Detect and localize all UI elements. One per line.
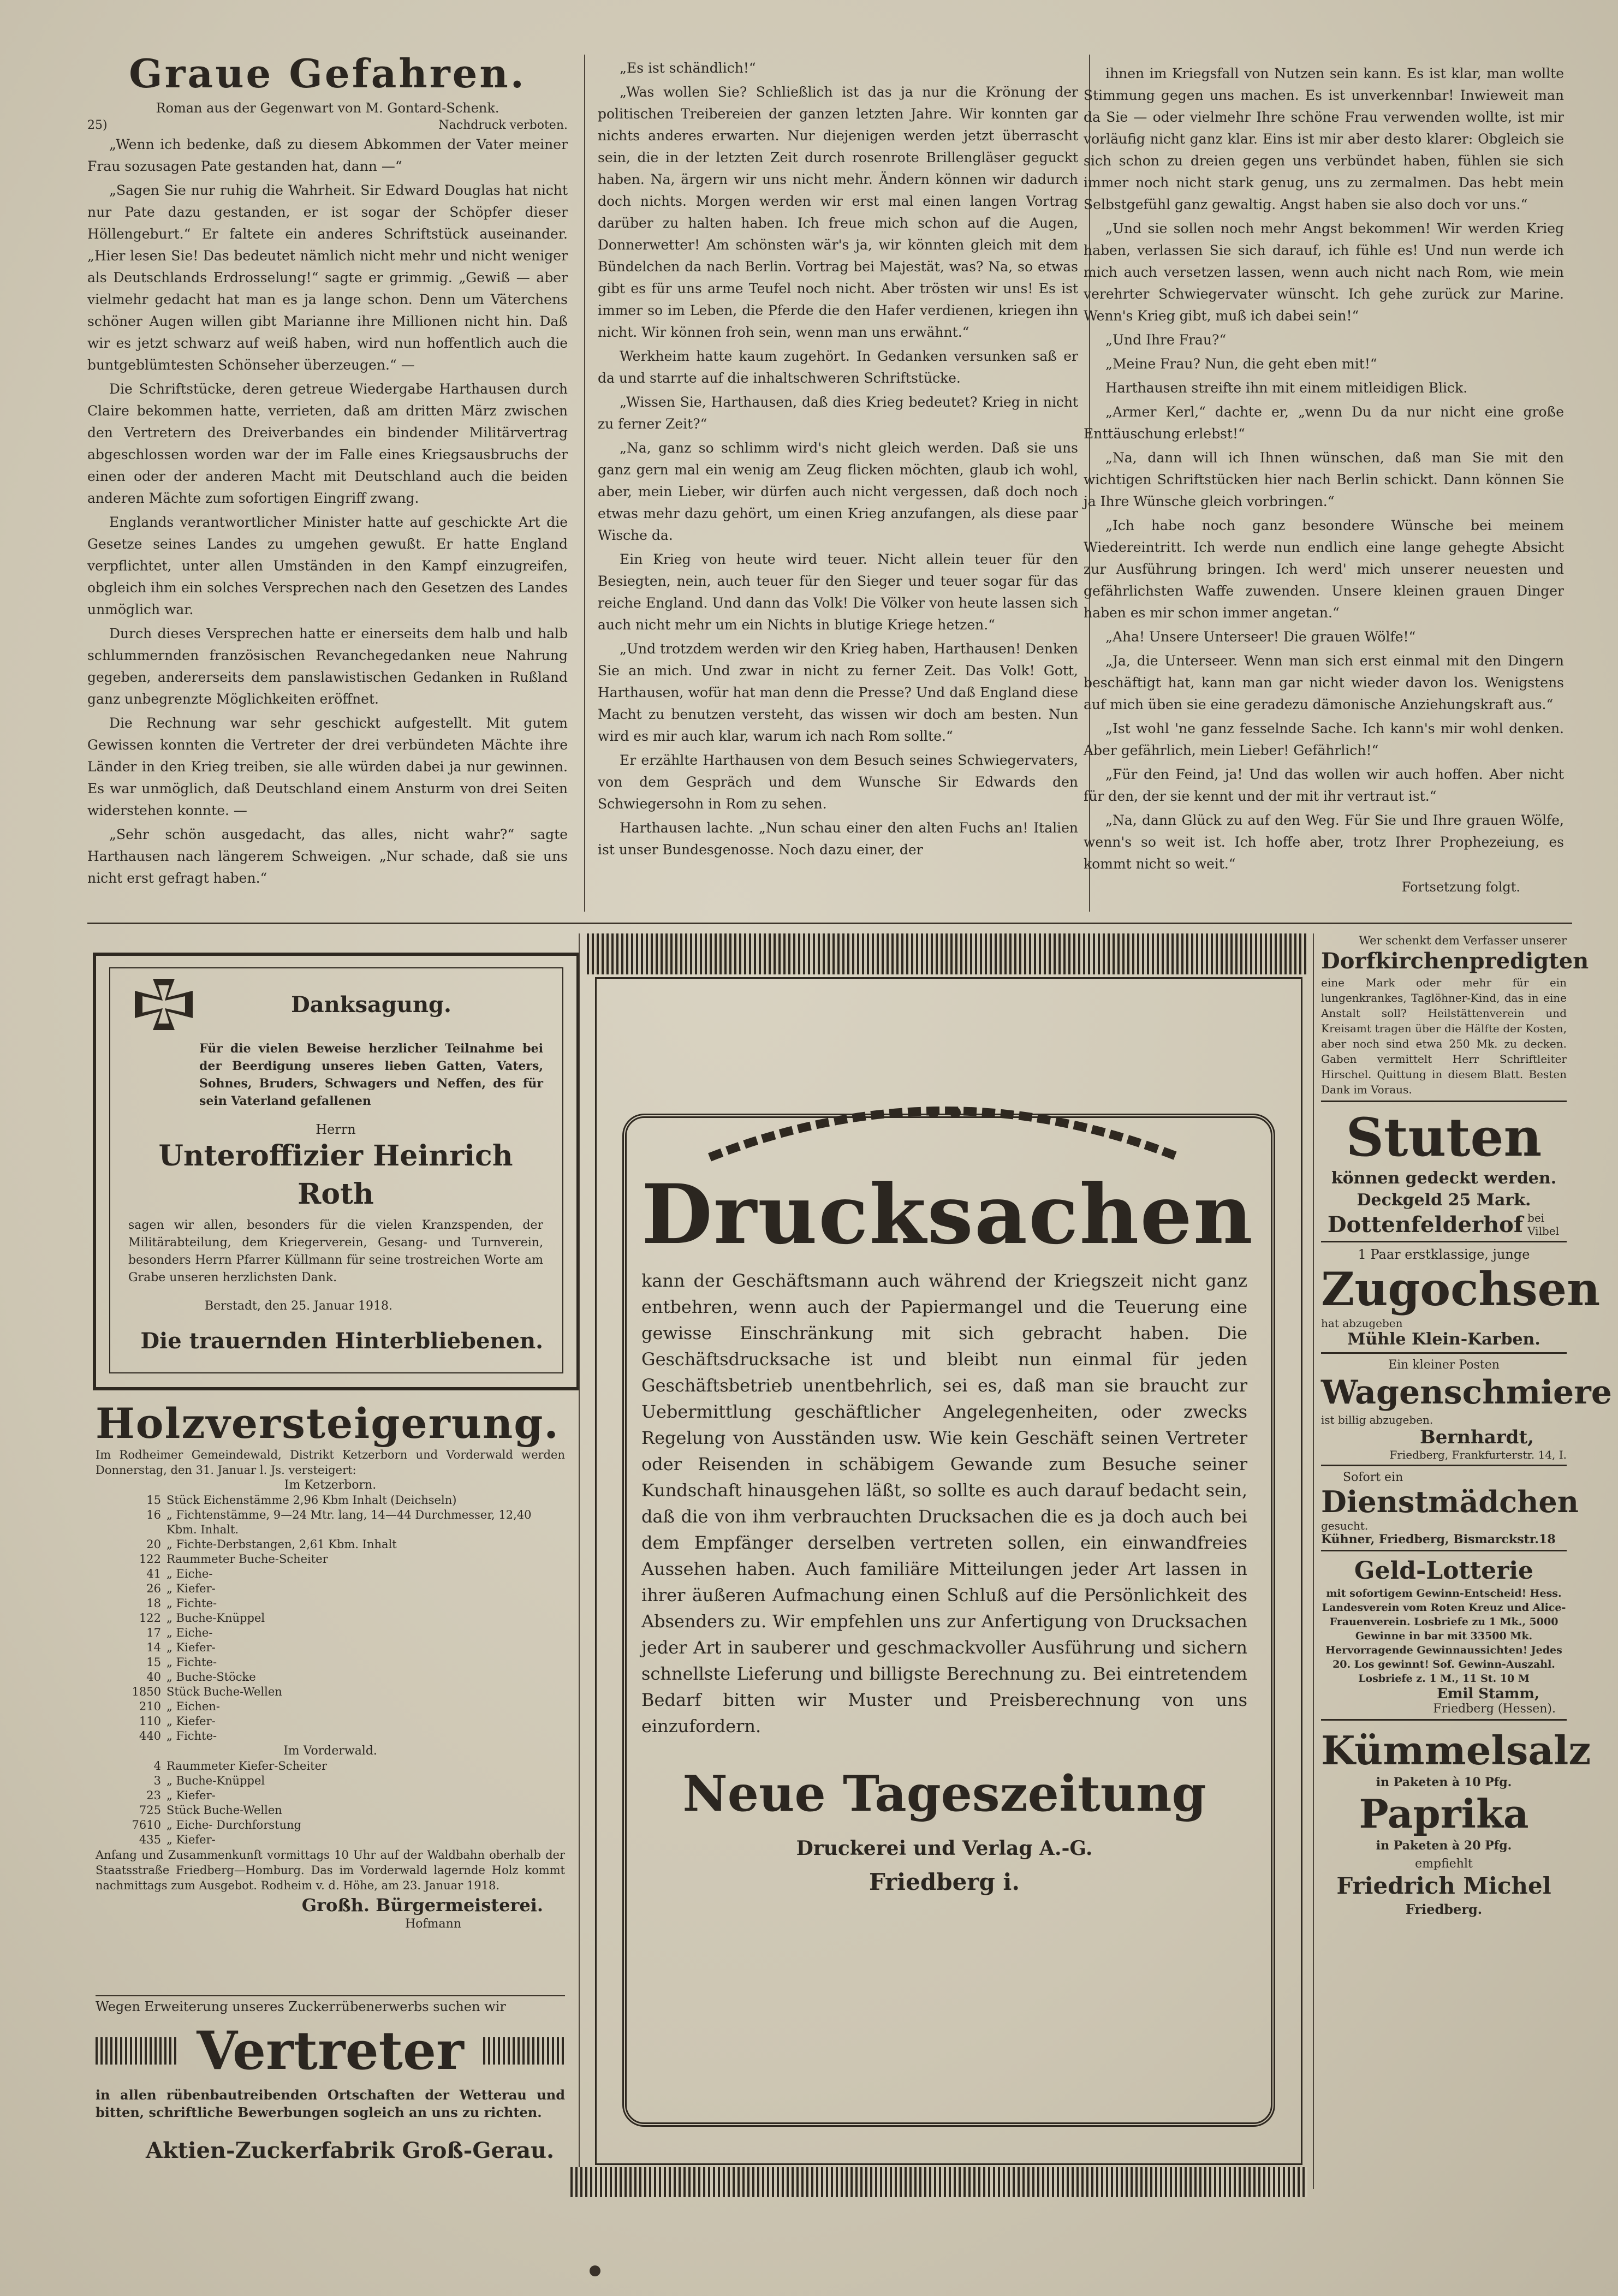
geld-name: Emil Stamm, (1437, 1686, 1539, 1702)
danksagung-title: Danksagung. (291, 991, 451, 1018)
quantity-cell: 122 (139, 1553, 161, 1566)
quantity-cell: 14 (146, 1641, 161, 1654)
paprika-title: Paprika (1359, 1791, 1529, 1837)
kuemmelsalz-ad (1321, 1721, 1591, 1917)
novel-subtitle: Roman aus der Gegenwart von M. Gontard-Schenk. (156, 100, 499, 116)
wagen-addr: Friedberg, Frankfurterstr. 14, I. (1389, 1448, 1567, 1461)
table-row (96, 1626, 565, 1640)
wagenschmiere-ad (1321, 1354, 1612, 1466)
novel-paragraph: „Wenn ich bedenke, daß zu diesem Abkommen der Vater meiner Frau sozusagen Pate gestanden hat, dann —“ (87, 136, 568, 174)
table-row (96, 1729, 565, 1744)
quantity-cell: 725 (139, 1804, 161, 1817)
novel-paragraph: ihnen im Kriegsfall von Nutzen sein kann. Es ist klar, man wollte Stimmung gegen uns machen. Es ist unverkennbar! Inwieweit man da Sie — oder vielmehr Ihre schöne Frau verwenden wollte, ist mir vorläufig nicht ganz klar. Eins ist mir aber desto klarer: Obgleich sie sich schon zu dreien gegen uns verbündet haben, fühlen sie sich immer noch nicht stark genug, uns zu zermalmen. Das hebt mein Selbstgefühl ganz gewaltig. Angst haben sie also doch vor uns.“ (1084, 66, 1564, 212)
vertreter-intro: Wegen Erweiterung unseres Zuckerrübenerwerbs suchen wir (96, 1999, 506, 2014)
quantity-cell: 122 (139, 1611, 161, 1625)
danksagung-date: Berstadt, den 25. Januar 1918. (205, 1299, 392, 1313)
description-cell: „ Eiche- (166, 1626, 213, 1639)
stuten-price: Deckgeld 25 Mark. (1357, 1191, 1531, 1210)
zug-place: Mühle Klein-Karben. (1347, 1330, 1540, 1349)
holz-signature: Großh. Bürgermeisterei. (301, 1895, 543, 1916)
novel-paragraph: „Ist wohl 'ne ganz fesselnde Sache. Ich kann's mir wohl denken. Aber gefährlich, mein Lieber! Gefährlich!“ (1084, 721, 1564, 758)
danksagung (128, 974, 543, 1354)
description-cell: „ Kiefer- (166, 1833, 216, 1846)
border-top (587, 933, 1307, 974)
paprika-recommends: empfiehlt (1415, 1857, 1473, 1871)
section-divider (87, 923, 1572, 924)
vertreter-body: in allen rübenbautreibenden Ortschaften der Wetterau und bitten, schriftliche Bewerbungen sogleich an uns zu richten. (96, 2087, 565, 2120)
stuten-place-sub: bei Vilbel (1527, 1211, 1559, 1238)
ornament-left (96, 2037, 177, 2065)
newspaper-name: Neue Tageszeitung (682, 1765, 1206, 1823)
novel-paragraph: Ein Krieg von heute wird teuer. Nicht allein teuer für den Besiegten, nein, auch teuer für den Sieger und teuer sogar für das reiche England. Und dann das Volk! Die Völker von heute lassen sich auch nicht mehr um ein Nichts in blutige Kriege hetzen.“ (598, 551, 1078, 633)
description-cell: „ Eichen- (166, 1700, 220, 1713)
novel-paragraph: Werkheim hatte kaum zugehört. In Gedanken versunken saß er da und starrte auf die inhaltschweren Schriftstücke. (598, 348, 1078, 386)
danksagung-herrn: Herrn (316, 1122, 356, 1137)
holz-intro: Im Rodheimer Gemeindewald, Distrikt Ketzerborn und Vorderwald werden Donnerstag, den 31. Januar l. Js. versteigert: (96, 1448, 565, 1477)
deceased-name: Unteroffizier Heinrich Roth (158, 1139, 513, 1211)
section-divider (96, 1995, 565, 1996)
novel-paragraph: „Aha! Unsere Unterseer! Die grauen Wölfe!“ (1105, 629, 1416, 645)
table-row (96, 1714, 565, 1729)
quantity-cell: 16 (146, 1508, 161, 1521)
description-cell: Stück Buche-Wellen (166, 1804, 282, 1817)
holz-table-1 (96, 1493, 565, 1744)
novel-paragraph: „Sehr schön ausgedacht, das alles, nicht wahr?“ sagte Harthausen nach längerem Schweigen. „Nur schade, daß sie uns nicht erst gefragt haben.“ (87, 826, 568, 886)
holz-footer: Anfang und Zusammenkunft vormittags 10 Uhr auf der Waldbahn oberhalb der Staatsstraße Friedberg—Homburg. Das im Vorderwald lagernde Holz kommt nachmittags zum Ausgebot. Rodheim v. d. Höhe, am 23. Januar 1918. (96, 1848, 565, 1892)
description-cell: „ Fichte- (166, 1656, 217, 1669)
punch-hole (590, 2265, 600, 2276)
right-ads-column (1321, 933, 1612, 1917)
kuem-title: Kümmelsalz (1321, 1727, 1591, 1774)
dienst-title: Dienstmädchen (1321, 1484, 1579, 1519)
geld-body: mit sofortigem Gewinn-Entscheid! Hess. Landesverein vom Roten Kreuz und Alice-Frauenverein. Losbriefe zu 1 Mk., 5000 Gewinne in bar mit 33500 Mk. Hervorragende Gewinnaussichten! Jedes 20. Los gewinnt! Sof. Gewinn-Auszahl. Losbriefe z. 1 M., 11 St. 10 M (1322, 1587, 1566, 1685)
novel-paragraph: „Und Ihre Frau?“ (1105, 332, 1227, 348)
novel-continued: Fortsetzung folgt. (1401, 879, 1520, 895)
geld-lotterie-ad (1321, 1551, 1567, 1721)
paprika-place: Friedberg. (1405, 1901, 1483, 1917)
novel-text-col3 (1084, 63, 1564, 875)
novel-paragraph: „Und sie sollen noch mehr Angst bekommen! Wir werden Krieg haben, verlassen Sie sich darauf, ich fühle es! Und nun werde ich mich auch versetzen lassen, wenn auch nicht nach Rom, wie mein verehrter Schwiegervater wünscht. Ich gehe zurück zur Marine. Wenn's Krieg gibt, muß ich dabei sein!“ (1084, 221, 1564, 324)
publisher: Druckerei und Verlag A.-G. (796, 1837, 1093, 1860)
dienst-sub: gesucht. (1321, 1519, 1369, 1532)
wagen-intro: Ein kleiner Posten (1388, 1358, 1500, 1372)
column-divider (579, 933, 580, 2184)
table-row (96, 1818, 565, 1833)
description-cell: Raummeter Buche-Scheiter (166, 1553, 328, 1566)
novel-paragraph: „Ja, die Unterseer. Wenn man sich erst einmal mit den Dingern beschäftigt hat, kann man gar nicht wieder davon los. Wenigstens auf mich üben sie eine geradezu dämonische Anziehungskraft aus.“ (1084, 653, 1564, 712)
quantity-cell: 110 (139, 1715, 161, 1728)
description-cell: „ Fichte-Derbstangen, 2,61 Kbm. Inhalt (166, 1538, 397, 1551)
quantity-cell: 40 (146, 1670, 161, 1684)
novel-title: Graue Gefahren. (129, 50, 526, 97)
dorfkirchen-ad (1321, 933, 1589, 1102)
novel-paragraph: „Na, ganz so schlimm wird's nicht gleich werden. Daß sie uns ganz gern mal ein wenig am Zeug flicken möchten, glaub ich wohl, aber, mein Lieber, wir dürfen auch nicht vergessen, daß doch noch etwas mehr dazu gehört, um einen Krieg anzufangen, als diese paar Wische da. (598, 440, 1078, 543)
description-cell: „ Buche-Knüppel (166, 1774, 265, 1787)
quantity-cell: 435 (139, 1833, 161, 1846)
novel-paragraph: Er erzählte Harthausen von dem Besuch seines Schwiegervaters, von dem Gespräch und dem Wunsche Sir Edwards den Schwiegersohn in Rom zu sehen. (598, 752, 1078, 812)
description-cell: „ Kiefer- (166, 1582, 216, 1595)
table-row (96, 1655, 565, 1670)
dorf-title: Dorfkirchenpredigten (1321, 948, 1589, 974)
kuem-sub: in Paketen à 10 Pfg. (1376, 1775, 1512, 1789)
table-row (96, 1640, 565, 1655)
drucksachen-ad (641, 1167, 1254, 1900)
description-cell: Raummeter Kiefer-Scheiter (166, 1759, 328, 1772)
danksagung-signature: Die trauernden Hinterbliebenen. (140, 1328, 543, 1354)
table-row (96, 1685, 565, 1699)
description-cell: „ Buche-Stöcke (166, 1670, 256, 1684)
table-row (96, 1581, 565, 1596)
novel-paragraph: Die Rechnung war sehr geschickt aufgestellt. Mit gutem Gewissen konnten die Vertreter der drei verbündeten Mächte ihre Länder in den Krieg treiben, sie alle würden dabei ja nur gewinnen. Es war unmöglich, daß Deutschland einem Ansturm von drei Seiten widerstehen konnte. — (87, 715, 568, 818)
quantity-cell: 23 (146, 1789, 161, 1802)
novel-paragraph: „Na, dann Glück zu auf den Weg. Für Sie und Ihre grauen Wölfe, wenn's so weit ist. Ich hoffe aber, trotz Ihrer Prophezeiung, es kommt nicht so weit.“ (1084, 812, 1564, 872)
holz-signature-name: Hofmann (405, 1917, 461, 1931)
description-cell: „ Kiefer- (166, 1641, 216, 1654)
novel-paragraph: „Wissen Sie, Harthausen, daß dies Krieg bedeutet? Krieg in nicht zu ferner Zeit?“ (598, 394, 1078, 432)
geld-place: Friedberg (Hessen). (1433, 1702, 1556, 1716)
description-cell: Stück Buche-Wellen (166, 1685, 282, 1698)
column-divider (584, 55, 585, 912)
quantity-cell: 20 (146, 1538, 161, 1551)
quantity-cell: 18 (146, 1597, 161, 1610)
zug-sub: hat abzugeben (1321, 1317, 1403, 1330)
novel-column-3 (1084, 63, 1564, 895)
table-row (96, 1552, 565, 1567)
table-row (96, 1537, 565, 1552)
table-row (96, 1833, 565, 1847)
holz-title: Holzversteigerung. (96, 1399, 560, 1448)
novel-paragraph: „Meine Frau? Nun, die geht eben mit!“ (1105, 356, 1377, 372)
dienstmaedchen-ad (1321, 1466, 1579, 1551)
novel-column-2 (598, 57, 1078, 863)
description-cell: „ Fichte- (166, 1597, 217, 1610)
holz-table-2 (96, 1759, 565, 1847)
table-row (96, 1699, 565, 1714)
novel-paragraph: „Sagen Sie nur ruhig die Wahrheit. Sir Edward Douglas hat nicht nur Pate dazu gestanden, er ist sogar der Schöpfer dieser Höllengeburt.“ Er faltete ein anderes Schriftstück auseinander. „Hier lesen Sie! Das bedeutet nämlich nicht mehr und nicht weniger als Deutschlands Erdrosselung!“ sagte er grimmig. „Gewiß — aber vielmehr gedacht hat man es ja lange schon. Denn um Väterchens schöner Augen willen gibt Marianne ihre Millionen nicht hin. Daß wir es jetzt schwarz auf weiß haben, wird nun hoffentlich auch die buntgeblümtesten Schönseher überzeugen.“ — (87, 182, 568, 373)
dorf-body: eine Mark oder mehr für ein lungenkrankes, Taglöhner-Kind, das in eine Anstalt soll? Heilstättenverein und Kreisamt tragen über die Hälfte der Kosten, aber noch sind etwa 250 Mk. zu decken. Gaben vermittelt Herr Schriftleiter Hirschel. Quittung in diesem Blatt. Besten Dank im Voraus. (1321, 976, 1567, 1096)
table-row (96, 1596, 565, 1611)
holzversteigerung (96, 1400, 565, 1931)
novel-paragraph: Die Schriftstücke, deren getreue Wiedergabe Harthausen durch Claire bekommen hatte, verrieten, daß am dritten März zwischen den Vertretern des Dreiverbandes ein bindender Militärvertrag abgeschlossen worden war der im Falle eines Kriegsausbruchs der einen oder der anderen Macht mit Deutschland auch die beiden anderen Mächte zum sofortigen Eingriff zwang. (87, 381, 568, 506)
vertreter-ad (96, 1998, 565, 2163)
novel-paragraph: Harthausen streifte ihn mit einem mitleidigen Blick. (1105, 380, 1468, 396)
iron-cross-icon (128, 974, 199, 1034)
description-cell: „ Eiche- Durchforstung (166, 1818, 301, 1831)
dorf-intro: Wer schenkt dem Verfasser unserer (1359, 934, 1567, 947)
zugochsen-ad (1321, 1242, 1601, 1354)
novel-paragraph: Harthausen lachte. „Nun schau einer den alten Fuchs an! Italien ist unser Bundesgenosse. Noch dazu einer, der (598, 820, 1078, 858)
table-row (96, 1803, 565, 1818)
description-cell: „ Kiefer- (166, 1789, 216, 1802)
novel-paragraph: „Ich habe noch ganz besondere Wünsche bei meinem Wiedereintritt. Ich werde nun endlich eine lange gehegte Absicht zur Ausführung bringen. Ich werd' mich unserer neuesten und gefährlichsten Waffe zuwenden. Unsere kleinen grauen Dinger haben es mir schon immer angetan.“ (1084, 518, 1564, 621)
vertreter-title: Vertreter (197, 2020, 464, 2081)
stuten-ad (1321, 1102, 1567, 1242)
danksagung-body: sagen wir allen, besonders für die vielen Kranzspenden, der Militärabteilung, dem Kriegerverein, Gesang- und Turnverein, besonders Herrn Pfarrer Küllmann für seine trostreichen Worte am Grabe unseren herzlichsten Dank. (128, 1218, 543, 1284)
novel-text-col2 (598, 57, 1078, 861)
quantity-cell: 1850 (132, 1685, 161, 1698)
quantity-cell: 26 (146, 1582, 161, 1595)
novel-paragraph: Durch dieses Versprechen hatte er einerseits dem halb und halb schlummernden französischen Revanchegedanken neue Nahrung gegeben, andererseits dem panslawistischen Gedanken in Rußland ganz unbegrenzte Möglichkeiten eröffnet. (87, 626, 568, 707)
dienst-intro: Sofort ein (1343, 1471, 1403, 1484)
table-row (96, 1508, 565, 1537)
novel-paragraph: „Und trotzdem werden wir den Krieg haben, Harthausen! Denken Sie an mich. Und zwar in nicht zu ferner Zeit. Das Volk! Gott, Harthausen, wofür hat man denn die Presse? Und daß England diese Macht zu benutzen versteht, das wissen wir doch am besten. Nun wird es mir auch klar, warum ich nach Rom sollte.“ (598, 641, 1078, 744)
novel-number: 25) (87, 118, 108, 132)
stuten-place: Dottenfelderhof (1327, 1212, 1524, 1238)
description-cell: „ Buche-Knüppel (166, 1611, 265, 1625)
quantity-cell: 7610 (132, 1818, 161, 1831)
table-row (96, 1759, 565, 1774)
column-divider (1313, 933, 1314, 2189)
quantity-cell: 41 (146, 1567, 161, 1580)
publisher-city: Friedberg i. (869, 1869, 1020, 1895)
table-row (96, 1611, 565, 1626)
table-row (96, 1493, 565, 1508)
paprika-sub: in Paketen à 20 Pfg. (1376, 1839, 1512, 1853)
stuten-sub: können gedeckt werden. (1331, 1169, 1557, 1188)
wagen-name: Bernhardt, (1420, 1426, 1534, 1448)
description-cell: „ Kiefer- (166, 1715, 216, 1728)
novel-paragraph: „Armer Kerl,“ dachte er, „wenn Du da nur nicht eine große Enttäuschung erlebst!“ (1084, 404, 1564, 442)
description-cell: „ Fichte- (166, 1729, 217, 1742)
wagen-sub: ist billig abzugeben. (1321, 1413, 1433, 1426)
novel-paragraph: „Was wollen Sie? Schließlich ist das ja nur die Krönung der politischen Treibereien der ganzen letzten Jahre. Wir konnten gar nichts anderes erwarten. Nur diejenigen werden jetzt überrascht sein, die in der letzten Zeit durch rosenrote Brillengläser geguckt haben. Na, ärgern wir uns nicht mehr. Ändern können wir dadurch doch nichts. Morgen werden wir erst mal einen langen Vortrag darüber zu halten haben. Ich freue mich schon auf die Augen, Donnerwetter! Am schönsten wär's ja, wir könnten gleich mit dem Bündelchen da nach Berlin. Vortrag bei Majestät, was? Na, so etwas gibt es für uns arme Teufel noch nicht. Aber trösten wir uns! Es ist immer so im Leben, die Pferde die den Hafer verdienen, kriegen ihn nicht. Wir können froh sein, wenn man uns erwähnt.“ (598, 84, 1078, 340)
quantity-cell: 440 (139, 1729, 161, 1742)
stuten-title: Stuten (1346, 1107, 1542, 1168)
quantity-cell: 15 (146, 1494, 161, 1507)
holz-section-1: Im Ketzerborn. (284, 1478, 377, 1492)
table-row (96, 1774, 565, 1788)
vertreter-firm: Aktien-Zuckerfabrik Groß-Gerau. (146, 2138, 554, 2163)
novel-paragraph: „Na, dann will ich Ihnen wünschen, daß man Sie mit den wichtigen Schriftstücken hier nach Berlin schickt. Dann können Sie ja Ihre Wünsche gleich vorbringen.“ (1084, 450, 1564, 509)
novel-text-col1 (87, 134, 568, 889)
border-bottom (570, 2167, 1307, 2197)
novel-paragraph: „Für den Feind, ja! Und das wollen wir auch hoffen. Aber nicht für den, der sie kennt und der mit ihr vertraut ist.“ (1084, 766, 1564, 804)
table-row (96, 1788, 565, 1803)
novel-reprint-note: Nachdruck verboten. (438, 118, 568, 132)
drucksachen-body: kann der Geschäftsmann auch während der Kriegszeit nicht ganz entbehren, wenn auch der Papiermangel und die Teuerung eine gewisse Einschränkung mit sich gebracht haben. Die Geschäftsdrucksache ist und bleibt nun einmal für jeden Geschäftsbetrieb unentbehrlich, sei es, daß man sie braucht zur Uebermittlung geschäftlicher Angelegenheiten, oder zwecks Regelung von Ausständen usw. Wie kein Geschäft seinen Vertreter oder Reisenden in schäbigem Gewande zum Besuche seiner Kundschaft hinausgehen läßt, so sollte es auch darauf bedacht sein, daß die von ihm verbrauchten Drucksachen die es ja doch auch bei dem Empfänger derselben vertreten sollen, ein einwandfreies Aussehen haben. Auch familiäre Mitteilungen jeder Art lassen in ihrer äußeren Aufmachung einen Schluß auf die Persönlichkeit des Absenders zu. Wir empfehlen uns zur Anfertigung von Drucksachen jeder Art in sauberer und geschmackvoller Ausführung und sichern schnellste Lieferung und billigste Berechnung zu. Bei eintretendem Bedarf bitten wir Muster und Preisberechnung von uns einzufordern. (641, 1270, 1247, 1736)
table-row (96, 1567, 565, 1581)
paprika-name: Friedrich Michel (1336, 1872, 1551, 1899)
quantity-cell: 15 (146, 1656, 161, 1669)
geld-title: Geld-Lotterie (1354, 1557, 1534, 1585)
table-row (96, 1670, 565, 1685)
drucksachen-title: Drucksachen (641, 1167, 1254, 1263)
novel-column-1 (87, 52, 568, 891)
dienst-addr: Kühner, Friedberg, Bismarckstr.18 (1321, 1532, 1556, 1546)
novel-paragraph: Englands verantwortlicher Minister hatte auf geschickte Art die Gesetze seines Landes zu umgehen gewußt. Er hatte England verpflichtet, unter allen Umständen in den Kampf einzugreifen, obgleich ihm ein solches Versprechen nach den Gesetzen des Landes unmöglich war. (87, 514, 568, 617)
danksagung-intro: Für die vielen Beweise herzlicher Teilnahme bei der Beerdigung unseres lieben Gatten, Vaters, Sohnes, Bruders, Schwagers und Neffen, des für sein Vaterland gefallenen (199, 1042, 543, 1108)
quantity-cell: 17 (146, 1626, 161, 1639)
wagen-title: Wagenschmiere (1321, 1373, 1612, 1412)
novel-paragraph: „Es ist schändlich!“ (620, 60, 756, 76)
zug-intro: 1 Paar erstklassige, junge (1358, 1247, 1530, 1262)
quantity-cell: 210 (139, 1700, 161, 1713)
quantity-cell: 3 (153, 1774, 161, 1787)
description-cell: „ Eiche- (166, 1567, 213, 1580)
holz-section-2: Im Vorderwald. (283, 1744, 377, 1758)
ornament-arch (699, 1086, 1190, 1168)
ornament-right (483, 2037, 565, 2065)
quantity-cell: 4 (153, 1759, 161, 1772)
description-cell: „ Fichtenstämme, 9—24 Mtr. lang, 14—44 Durchmesser, 12,40 Kbm. Inhalt. (166, 1508, 532, 1536)
zug-title: Zugochsen (1321, 1262, 1601, 1316)
description-cell: Stück Eichenstämme 2,96 Kbm Inhalt (Deichseln) (166, 1494, 457, 1507)
